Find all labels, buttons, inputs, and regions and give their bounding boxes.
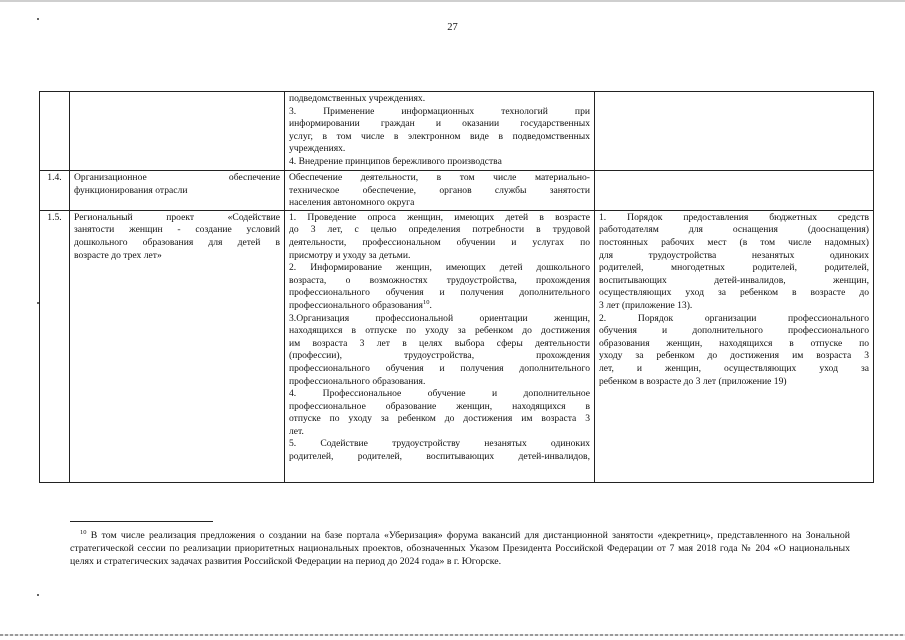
text-line — [599, 250, 869, 263]
line-text: занятости женщин - создание условий — [74, 224, 280, 236]
line-text: (профессии), трудоустройства, прохождения — [289, 350, 590, 362]
footnote-ref: 10 — [422, 298, 430, 306]
text-line — [289, 413, 590, 426]
text-line — [289, 401, 590, 414]
text-line — [289, 300, 590, 313]
cell-name — [70, 171, 285, 211]
line-text: 4. Профессиональное обучение и дополнительное — [289, 388, 590, 400]
line-text: отпуске по уходу за ребенком до достижения им возраста 3 — [289, 413, 590, 425]
line-text: родителей, родителей, воспитывающих детей-инвалидов, — [289, 451, 590, 463]
table-row-1-4 — [40, 171, 874, 211]
line-text: лет, и женщин, осуществляющих уход за — [599, 362, 869, 374]
line-text: родителей, многодетных родителей, родителей, — [599, 262, 869, 274]
text-line — [74, 224, 280, 237]
line-text: 3 лет (приложение 13). — [599, 299, 693, 311]
text-line — [599, 287, 869, 300]
cell-description — [285, 210, 595, 482]
text-line — [289, 118, 590, 131]
line-text: учреждениях. — [289, 143, 346, 155]
text-line — [289, 212, 590, 225]
text-line — [599, 350, 869, 363]
table-row-continuation — [40, 92, 874, 171]
text-line — [599, 224, 869, 237]
text-line — [289, 451, 590, 464]
scan-speck — [37, 18, 39, 20]
cell-output — [595, 92, 874, 171]
text-line — [289, 156, 590, 169]
line-text: 5. Содействие трудоустройству незанятых одиноких — [289, 438, 590, 450]
footnote-marker: 10 — [80, 529, 87, 536]
cell-num: 1.5. — [40, 210, 70, 482]
line-text: техническое обеспечение, органов службы занятости — [289, 184, 590, 196]
line-text: Организационное обеспечение — [74, 172, 280, 183]
text-line — [289, 224, 590, 237]
line-text: осуществляющих уход за ребенком в возрасте до — [599, 287, 869, 299]
line-text: профессионального обучения и получения дополнительного — [289, 362, 590, 374]
text-line — [289, 313, 590, 326]
text-line — [289, 388, 590, 401]
cell-output — [595, 210, 874, 482]
text-line — [289, 93, 590, 106]
cell-description — [285, 171, 595, 211]
line-text: Обеспечение деятельности, в том числе материально- — [289, 172, 590, 183]
text-line — [289, 185, 590, 198]
footnote-rule — [70, 521, 213, 522]
text-line — [74, 212, 280, 225]
line-text: уходу за ребенком до достижения им возраста 3 — [599, 350, 869, 362]
line-text: деятельности, профессиональном обучении и услугах по — [289, 236, 590, 248]
line-text: профессионального образования. — [289, 375, 426, 387]
footnote-text: В том числе реализация предложения о создании на базе портала «Уберизация» форума вакансий для дистанционной занятости «декретниц», представленного на Зональной стратегической сессии по реализации приоритетных национальных проектов, обозначенных Указом Президента Российской Федерации от 7 мая 2018 года № 204 «О национальных целях и стратегических задачах развития Российской Федерации на период до 2024 года» в г. Югорске. — [70, 530, 850, 568]
page-number: 27 — [447, 22, 458, 33]
line-text: находящихся в отпуске по уходу за ребенком до достижения — [289, 325, 590, 337]
table-row-1-5 — [40, 210, 874, 482]
line-tail: . — [429, 299, 432, 311]
line-text: лет. — [289, 425, 304, 437]
text-line — [599, 363, 869, 376]
line-text: 1. Порядок предоставления бюджетных средств — [599, 211, 869, 223]
line-text: образования женщин, находящихся в отпуске по — [599, 337, 869, 349]
line-text: обучения и дополнительного профессионального — [599, 325, 869, 337]
line-text: воспитывающих детей-инвалидов, женщин, — [599, 274, 869, 286]
scan-speck — [37, 594, 39, 596]
cell-num: 1.4. — [40, 171, 70, 211]
text-line — [289, 131, 590, 144]
line-text: работодателям для оснащения (дооснащения) — [599, 224, 869, 236]
line-text: им возраста 3 лет в целях выбора сферы деятельности — [289, 337, 590, 349]
text-line — [289, 363, 590, 376]
line-text: услуг, в том числе в электронном виде в подведомственных — [289, 130, 590, 142]
line-text: информировании граждан и оказании государственных — [289, 118, 590, 130]
line-text: Региональный проект «Содействие — [74, 211, 280, 223]
text-line — [289, 106, 590, 119]
line-text: для трудоустройства незанятых одиноких — [599, 249, 869, 261]
measures-table — [39, 91, 874, 483]
line-text: 4. Внедрение принципов бережливого производства — [289, 155, 502, 167]
cell-output — [595, 171, 874, 211]
text-line — [289, 350, 590, 363]
cell-description — [285, 92, 595, 171]
line-text: населения автономного округа — [289, 197, 415, 209]
line-text: возраста, о возможностях трудоустройства, прохождения — [289, 274, 590, 286]
text-line — [74, 237, 280, 250]
text-line — [289, 325, 590, 338]
text-line — [289, 376, 590, 389]
text-line — [289, 172, 590, 185]
text-line — [599, 212, 869, 225]
text-line — [599, 376, 869, 389]
text-line — [289, 262, 590, 275]
text-line — [289, 338, 590, 351]
line-text: профессионального обучения и получения дополнительного — [289, 287, 590, 299]
text-line — [599, 275, 869, 288]
text-line — [289, 438, 590, 451]
text-line — [289, 197, 590, 210]
scan-edge-top — [0, 0, 905, 2]
text-line — [599, 313, 869, 326]
line-text: 2. Информирование женщин, имеющих детей дошкольного — [289, 262, 590, 274]
line-text: 2. Порядок организации профессионального — [599, 312, 869, 324]
text-line — [289, 237, 590, 250]
text-line — [599, 338, 869, 351]
cell-name — [70, 210, 285, 482]
cell-name — [70, 92, 285, 171]
text-line — [599, 325, 869, 338]
text-line — [289, 250, 590, 263]
line-text: профессионального образования — [289, 299, 423, 311]
text-line — [74, 172, 280, 185]
scan-edge-bottom — [0, 634, 905, 636]
text-line — [599, 237, 869, 250]
footnote — [70, 529, 850, 569]
line-text: возрасте до трех лет» — [74, 249, 162, 261]
text-line — [599, 262, 869, 275]
text-line — [74, 250, 280, 263]
line-text: постоянных рабочих мест (в том числе надомных) — [599, 236, 869, 248]
line-text: подведомственных учреждениях. — [289, 93, 426, 104]
text-line — [289, 275, 590, 288]
line-text: до 3 лет, с целью определения потребности в трудовой — [289, 224, 590, 236]
text-line — [289, 287, 590, 300]
line-text: профессиональное образование женщин, находящихся в — [289, 400, 590, 412]
line-text: функционирования отрасли — [74, 184, 188, 196]
text-line — [599, 300, 869, 313]
line-text: 1. Проведение опроса женщин, имеющих детей в возрасте — [289, 211, 590, 223]
line-text: дошкольного образования для детей в — [74, 236, 280, 248]
text-line — [74, 185, 280, 198]
line-text: ребенком в возрасте до 3 лет (приложение 19) — [599, 375, 787, 387]
line-text: 3.Организация профессиональной ориентации женщин, — [289, 312, 590, 324]
text-line — [289, 143, 590, 156]
cell-num — [40, 92, 70, 171]
line-text: присмотру и уходу за детьми. — [289, 249, 411, 261]
text-line — [289, 426, 590, 439]
line-text: 3. Применение информационных технологий при — [289, 105, 590, 117]
